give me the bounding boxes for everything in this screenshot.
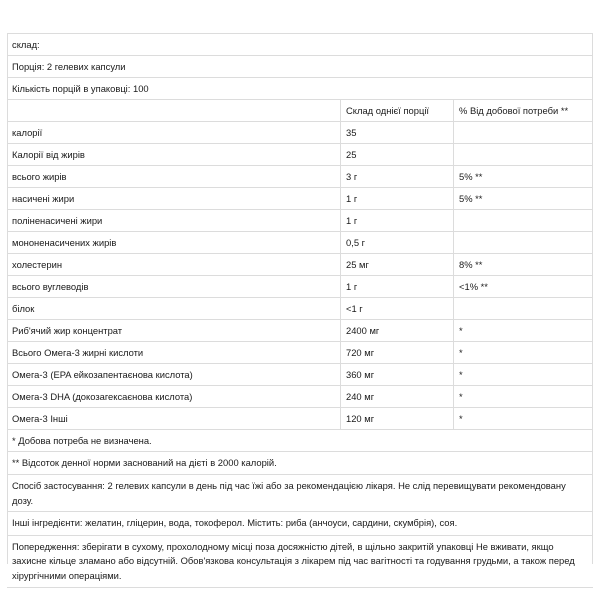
table-row: [7, 275, 593, 297]
column-divider: [340, 298, 341, 319]
nutrient-name: Омега-3 DHA (докозагексаєнова кислота): [12, 391, 193, 402]
column-divider: [340, 122, 341, 143]
table-row: [7, 253, 593, 275]
table-row: [7, 187, 593, 209]
nutrient-daily-value: *: [459, 413, 463, 424]
nutrient-amount: 360 мг: [346, 369, 375, 380]
column-divider: [453, 232, 454, 253]
nutrient-daily-value: 5% **: [459, 193, 483, 204]
nutrient-daily-value: *: [459, 347, 463, 358]
column-divider: [340, 166, 341, 187]
composition-row: [7, 33, 593, 55]
nutrient-daily-value: *: [459, 369, 463, 380]
table-row: [7, 121, 593, 143]
nutrient-name: Омега-3 Інші: [12, 413, 68, 424]
column-divider: [340, 320, 341, 341]
table-row: [7, 363, 593, 385]
table-row: [7, 143, 593, 165]
column-divider: [340, 342, 341, 363]
column-divider: [453, 408, 454, 429]
nutrient-name: Всього Омега-3 жирні кислоти: [12, 347, 144, 358]
column-divider: [340, 100, 341, 121]
column-header-amount: Склад однієї порції: [346, 105, 430, 116]
table-row: [7, 231, 593, 253]
nutrient-name: білок: [12, 303, 35, 314]
column-divider: [453, 364, 454, 385]
column-divider: [453, 320, 454, 341]
nutrient-name: всього жирів: [12, 171, 67, 182]
column-divider: [340, 408, 341, 429]
column-divider: [453, 188, 454, 209]
nutrient-amount: 1 г: [346, 215, 358, 226]
supplement-facts-table: [7, 33, 593, 588]
footnote-daily-value-not-established: * Добова потреба не визначена.: [12, 435, 152, 446]
nutrient-amount: <1 г: [346, 303, 363, 314]
nutrient-daily-value: *: [459, 325, 463, 336]
column-divider: [340, 210, 341, 231]
column-divider: [453, 342, 454, 363]
serving-size: Порція: 2 гелевих капсули: [12, 61, 126, 72]
nutrient-amount: 1 г: [346, 193, 358, 204]
column-divider: [453, 298, 454, 319]
nutrient-name: холестерин: [12, 259, 62, 270]
nutrient-amount: 0,5 г: [346, 237, 366, 248]
nutrient-name: поліненасичені жири: [12, 215, 103, 226]
warning: Попередження: зберігати в сухому, прохолодному місці поза досяжністю дітей, в щільно закритій упаковці Не вживати, якщо захисне кільце зламано або відсутній. Обов'язкова консультація з лікарем під час вагітності та годування грудьми, а також перед хірургічними операціями.: [7, 535, 593, 589]
nutrient-name: калорії: [12, 127, 43, 138]
footnote-row: [7, 429, 593, 451]
nutrient-amount: 25 мг: [346, 259, 369, 270]
nutrient-name: Омега-3 (EPA ейкозапентаєнова кислота): [12, 369, 193, 380]
column-divider: [340, 386, 341, 407]
nutrient-amount: 1 г: [346, 281, 358, 292]
nutrient-name: Калорії від жирів: [12, 149, 85, 160]
nutrient-amount: 3 г: [346, 171, 358, 182]
column-divider: [340, 188, 341, 209]
nutrient-name: всього вуглеводів: [12, 281, 89, 292]
nutrient-name: насичені жири: [12, 193, 75, 204]
servings-per-container: Кількість порцій в упаковці: 100: [12, 83, 149, 94]
column-divider: [453, 144, 454, 165]
footnote-daily-value-basis: ** Відсоток денної норми заснований на дієті в 2000 калорій.: [12, 457, 277, 468]
nutrient-amount: 240 мг: [346, 391, 375, 402]
nutrient-amount: 120 мг: [346, 413, 375, 424]
column-divider: [453, 386, 454, 407]
servings-per-container-row: [7, 77, 593, 99]
nutrient-amount: 35: [346, 127, 357, 138]
nutrient-amount: 720 мг: [346, 347, 375, 358]
table-row: [7, 209, 593, 231]
table-row: [7, 385, 593, 407]
table-row: [7, 319, 593, 341]
usage-directions: Спосіб застосування: 2 гелевих капсули в день під час їжі або за рекомендацією лікаря. Не слід перевищувати рекомендовану дозу.: [7, 474, 593, 511]
nutrient-name: Риб'ячий жир концентрат: [12, 325, 123, 336]
table-row: [7, 297, 593, 319]
table-header-row: [7, 99, 593, 121]
column-header-daily-value: % Від добової потреби **: [459, 105, 569, 116]
footnote-row: [7, 451, 593, 474]
column-divider: [453, 166, 454, 187]
column-divider: [453, 100, 454, 121]
nutrient-daily-value: <1% **: [459, 281, 488, 292]
column-divider: [453, 210, 454, 231]
other-ingredients: Інші інгредієнти: желатин, гліцерин, вода, токоферол. Містить: риба (анчоуси, сардини, скумбрія), соя.: [7, 511, 593, 535]
column-divider: [340, 232, 341, 253]
nutrient-daily-value: 5% **: [459, 171, 483, 182]
composition-label: склад:: [12, 39, 40, 50]
column-divider: [340, 276, 341, 297]
table-row: [7, 341, 593, 363]
nutrient-amount: 25: [346, 149, 357, 160]
table-row: [7, 165, 593, 187]
column-divider: [340, 144, 341, 165]
nutrient-amount: 2400 мг: [346, 325, 380, 336]
nutrient-daily-value: 8% **: [459, 259, 483, 270]
nutrient-daily-value: *: [459, 391, 463, 402]
column-divider: [453, 276, 454, 297]
column-divider: [340, 364, 341, 385]
column-divider: [340, 254, 341, 275]
nutrient-name: мононенасичених жирів: [12, 237, 117, 248]
serving-size-row: [7, 55, 593, 77]
column-divider: [453, 254, 454, 275]
table-row: [7, 407, 593, 429]
column-divider: [453, 122, 454, 143]
